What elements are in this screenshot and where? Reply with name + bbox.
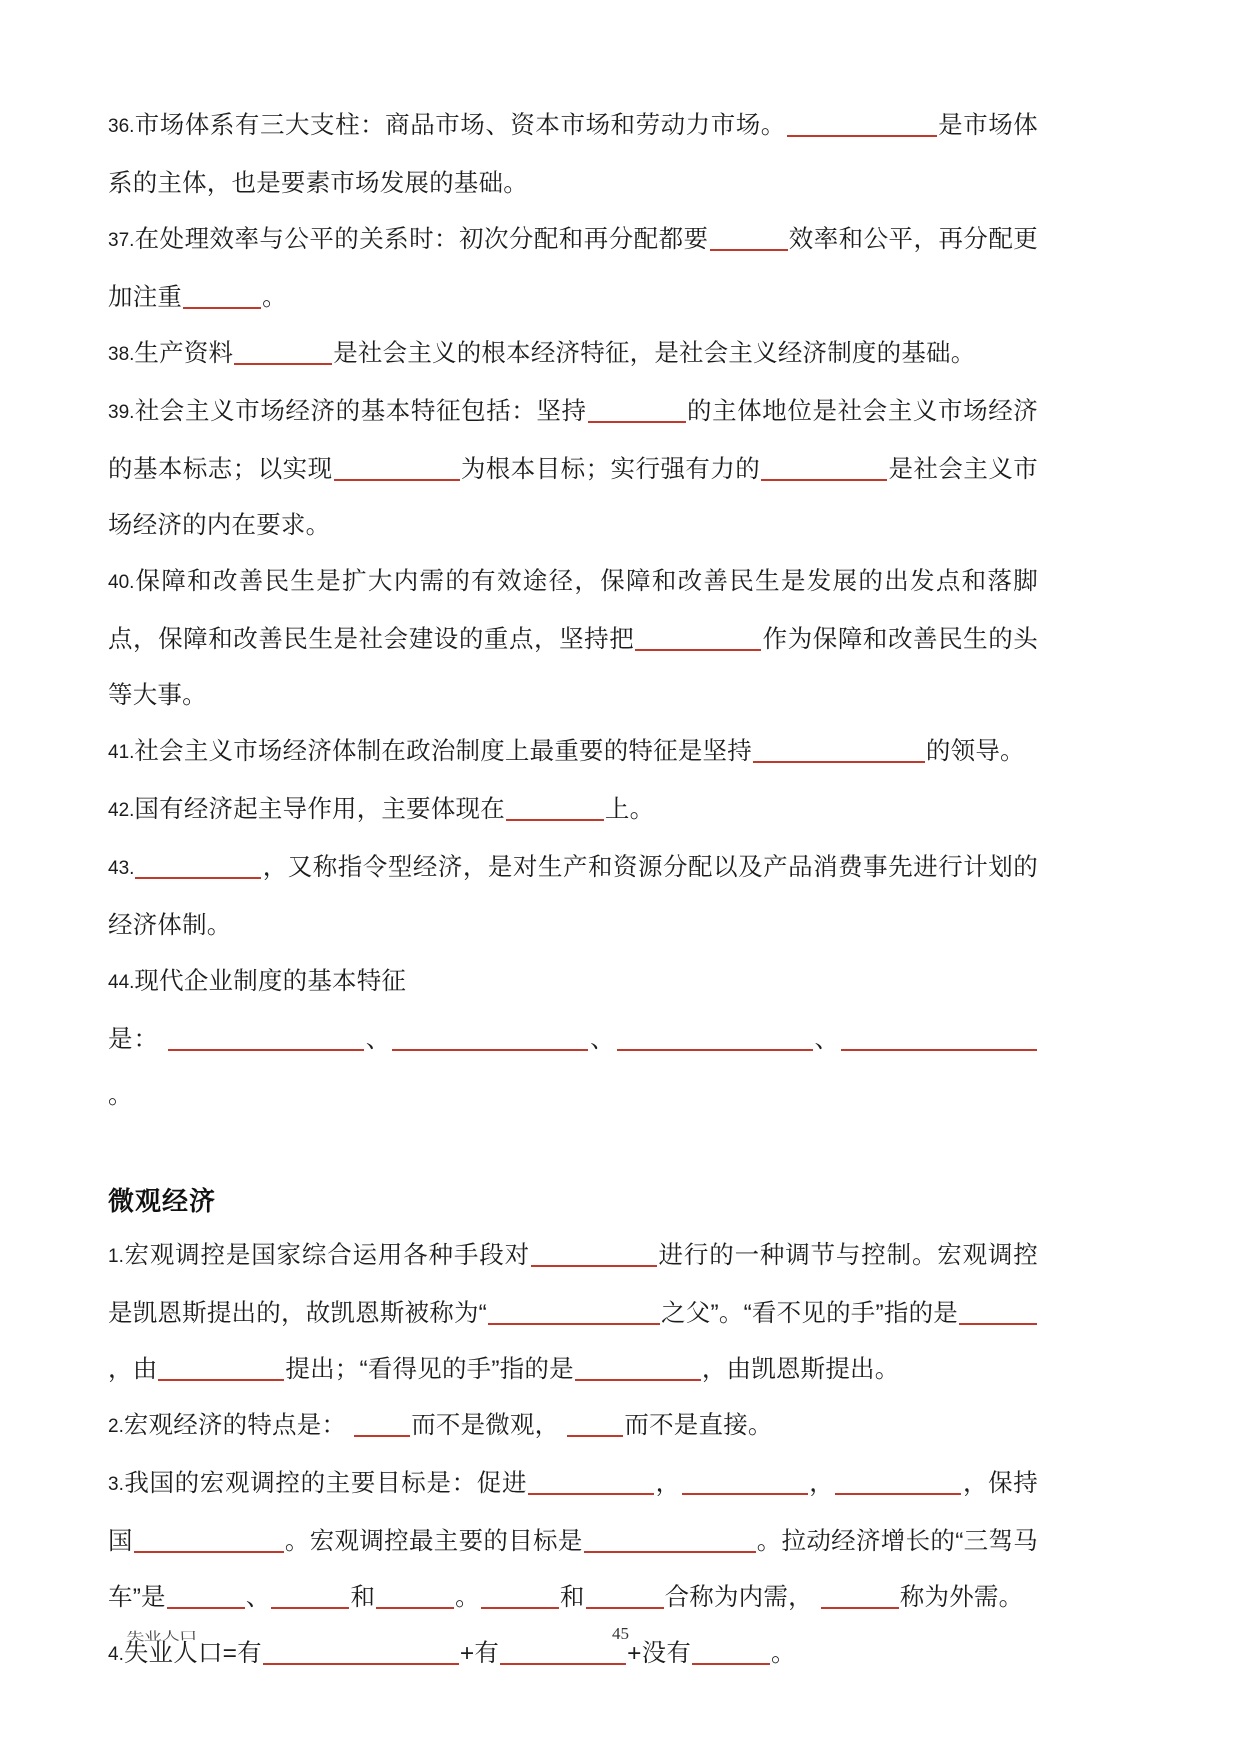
question-micro-1-text-6: ，由凯恩斯提出。	[701, 1356, 900, 1383]
question-micro-4-text-1: 失业人口	[123, 1640, 223, 1667]
answer-blank[interactable]	[234, 341, 332, 365]
question-38-text-2: 是社会主义的根本经济特征，是社会主义经济制度的基础。	[333, 340, 976, 367]
question-micro-3-text-10: 和	[559, 1584, 585, 1611]
question-number-37: 37.	[108, 230, 135, 251]
question-number-micro-1: 1.	[108, 1246, 124, 1267]
question-micro-3-text-9: 。	[455, 1584, 480, 1611]
question-43	[108, 840, 1038, 954]
answer-blank[interactable]	[710, 227, 788, 251]
answer-blank[interactable]	[787, 113, 937, 137]
question-micro-1	[108, 1228, 1038, 1398]
answer-blank[interactable]	[835, 1471, 961, 1495]
question-micro-1-text-1: 宏观调控是国家综合运用各种手段对	[123, 1242, 530, 1269]
question-36	[108, 98, 1038, 212]
answer-blank[interactable]	[334, 457, 460, 481]
question-41	[108, 724, 1038, 782]
question-number-micro-2: 2.	[108, 1416, 124, 1437]
question-37-text-2: 效率和公平，再分配更加注重	[108, 226, 1038, 311]
question-number-micro-3: 3.	[108, 1474, 124, 1495]
answer-blank[interactable]	[959, 1301, 1037, 1325]
question-micro-2	[108, 1398, 1038, 1456]
answer-blank[interactable]	[167, 1585, 245, 1609]
question-number-42: 42.	[108, 800, 135, 821]
answer-blank[interactable]	[376, 1585, 454, 1609]
answer-blank[interactable]	[821, 1585, 899, 1609]
answer-blank[interactable]	[183, 285, 261, 309]
question-40-text-2: 作为保障和改善民生的头等大事。	[108, 626, 1038, 709]
question-micro-4-text-3: +有	[459, 1640, 500, 1667]
answer-blank[interactable]	[528, 1471, 654, 1495]
question-44	[108, 954, 1038, 1124]
question-44-text-1: 现代企业制度的基本特征	[134, 968, 407, 995]
answer-blank[interactable]	[135, 855, 261, 879]
answer-blank[interactable]	[506, 797, 604, 821]
section-heading-micro-economy: 微观经济	[108, 1186, 217, 1216]
question-micro-4-text-2: =有	[222, 1640, 262, 1667]
question-micro-3	[108, 1456, 1038, 1626]
question-41-text-1: 社会主义市场经济体制在政治制度上最重要的特征是坚持	[134, 738, 752, 765]
answer-blank[interactable]	[753, 739, 925, 763]
question-micro-3-text-2: ，	[655, 1470, 681, 1497]
answer-blank[interactable]	[481, 1585, 559, 1609]
question-micro-2-text-1: 宏观经济的特点是：	[123, 1412, 347, 1439]
answer-blank[interactable]	[692, 1641, 770, 1665]
question-42	[108, 782, 1038, 840]
question-39-text-3: 为根本目标；实行强有力的	[460, 456, 761, 483]
answer-blank[interactable]	[761, 457, 887, 481]
answer-blank[interactable]	[168, 1027, 364, 1051]
question-number-40: 40.	[108, 572, 135, 593]
answer-blank[interactable]	[271, 1585, 349, 1609]
question-38-text-1: 生产资料	[134, 340, 234, 367]
question-44-sep-1: 、	[364, 1026, 392, 1053]
question-micro-3-text-6: 。拉动经济增长的“三驾马车”是	[108, 1528, 1039, 1611]
question-micro-3-text-1: 我国的宏观调控的主要目标是：促进	[123, 1470, 528, 1497]
question-42-text-2: 上。	[604, 796, 655, 823]
question-micro-4-text-5: 。	[771, 1640, 796, 1667]
answer-blank[interactable]	[158, 1357, 284, 1381]
question-40-text-1: 保障和改善民生是扩大内需的有效途径，保障和改善民生是发展的出发点和落脚点，保障和改善民生是社会建设的重点，坚持把	[108, 568, 1038, 653]
question-number-41: 41.	[108, 742, 135, 763]
answer-blank[interactable]	[841, 1027, 1037, 1051]
question-micro-4-text-4: +没有	[627, 1640, 692, 1667]
question-44-end: 。	[108, 1082, 133, 1109]
question-micro-3-text-5: 。宏观调控最主要的目标是	[284, 1528, 583, 1555]
question-micro-3-text-11: 合称为内需，	[664, 1584, 813, 1611]
answer-blank[interactable]	[263, 1641, 459, 1665]
answer-blank[interactable]	[488, 1301, 660, 1325]
question-micro-3-text-7: 、	[245, 1584, 271, 1611]
question-number-micro-4: 4.	[108, 1644, 124, 1665]
page-number: 45	[612, 1624, 629, 1643]
question-micro-3-text-12: 称为外需。	[899, 1584, 1024, 1611]
question-micro-3-text-3: ，	[808, 1470, 835, 1497]
document-body	[108, 98, 1038, 1684]
answer-blank[interactable]	[588, 399, 686, 423]
question-37-text-3: 。	[262, 284, 287, 311]
question-39-text-1: 社会主义市场经济的基本特征包括：坚持	[134, 398, 587, 425]
question-number-36: 36.	[108, 116, 135, 137]
answer-blank[interactable]	[617, 1027, 813, 1051]
question-micro-1-text-5: 提出；“看得见的手”指的是	[285, 1356, 574, 1383]
question-43-text-1: ，又称指令型经济，是对生产和资源分配以及产品消费事先进行计划的经济体制。	[108, 854, 1038, 939]
question-micro-3-text-8: 和	[350, 1584, 376, 1611]
question-micro-1-text-2: 进行的一种调节与控制。宏观调控是凯恩斯提出的，故凯恩斯被称为“	[108, 1242, 1039, 1327]
answer-blank[interactable]	[584, 1529, 756, 1553]
answer-blank[interactable]	[531, 1243, 657, 1267]
question-micro-2-text-3: 而不是直接。	[624, 1412, 773, 1439]
answer-blank[interactable]	[586, 1585, 664, 1609]
question-number-44: 44.	[108, 972, 135, 993]
question-39-text-4: 是社会主义市场经济的内在要求。	[108, 456, 1038, 539]
question-36-text-3: 是市场体系的主体，也是要素市场发展的基础。	[108, 112, 1038, 197]
question-44-text-2: 是：	[108, 1026, 160, 1053]
question-44-sep-2: 、	[589, 1026, 616, 1053]
question-micro-1-text-3: 之父”。“看不见的手”指的是	[661, 1300, 959, 1327]
scan-artifact-ghost-text: 失业人口	[125, 1628, 197, 1644]
answer-blank[interactable]	[635, 627, 761, 651]
question-number-43: 43.	[108, 858, 135, 879]
answer-blank[interactable]	[354, 1413, 410, 1437]
answer-blank[interactable]	[567, 1413, 623, 1437]
question-39	[108, 384, 1038, 554]
question-36-text-2: 商品市场、资本市场和劳动力市场。	[385, 112, 786, 139]
answer-blank[interactable]	[392, 1027, 588, 1051]
question-38	[108, 326, 1038, 384]
question-micro-3-text-4: ，保持国	[108, 1470, 1038, 1555]
question-number-38: 38.	[108, 344, 135, 365]
question-44-sep-3: 、	[813, 1026, 841, 1053]
question-37-text-1: 在处理效率与公平的关系时：初次分配和再分配都要	[134, 226, 709, 253]
question-40	[108, 554, 1038, 724]
question-37	[108, 212, 1038, 326]
question-micro-1-text-4: ，由	[108, 1356, 158, 1383]
question-39-text-2: 的主体地位是社会主义市场经济的基本标志；以实现	[108, 398, 1038, 483]
question-36-text-1: 市场体系有三大支柱：	[134, 112, 386, 139]
question-41-text-2: 的领导。	[925, 738, 1025, 765]
question-micro-2-text-2: 而不是微观，	[411, 1412, 560, 1439]
question-number-39: 39.	[108, 402, 135, 423]
question-42-text-1: 国有经济起主导作用，主要体现在	[134, 796, 505, 823]
answer-blank[interactable]	[575, 1357, 701, 1381]
answer-blank[interactable]	[682, 1471, 808, 1495]
answer-blank[interactable]	[134, 1529, 284, 1553]
answer-blank[interactable]	[500, 1641, 626, 1665]
